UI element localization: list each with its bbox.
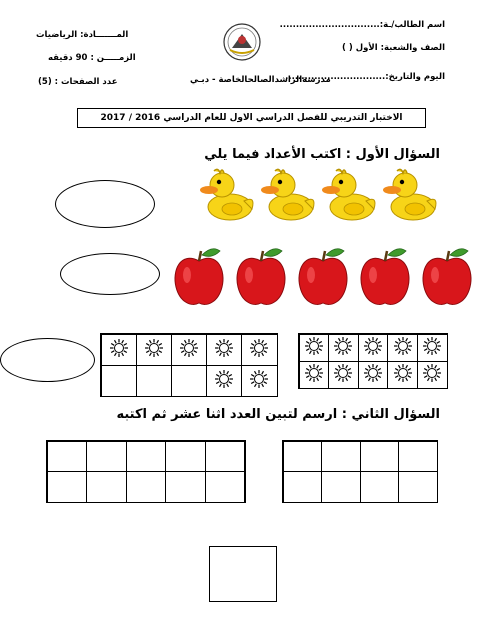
ten-frame-cell	[299, 361, 330, 389]
answer-box-number[interactable]	[209, 546, 277, 602]
pages-line: عدد الصفحات : (5)	[38, 77, 118, 87]
ten-frame-cell	[136, 334, 172, 366]
apple-row	[170, 245, 478, 313]
ten-frame-cell	[358, 361, 389, 389]
sun-icon	[144, 338, 164, 362]
draw-cell[interactable]	[321, 471, 361, 503]
school-name: مدرسةالراشدالصالحالخاصة - دبـي	[190, 75, 331, 85]
ten-frame-cell	[171, 365, 207, 397]
time-line: الزمـــــن : 90 دقيقه	[48, 53, 136, 63]
question2-title: السؤال الثاني : ارسم لتبين العدد اثنا عشر ثم اكتبه	[116, 407, 440, 422]
draw-cell[interactable]	[47, 441, 88, 473]
draw-cell[interactable]	[86, 471, 127, 503]
draw-cell[interactable]	[126, 471, 167, 503]
duck-icon	[383, 165, 439, 227]
duck-icon	[322, 165, 378, 227]
exam-title: الاختبار التدريبي للفصل الدراسي الاول للعام الدراسي 2016 / 2017	[77, 108, 426, 128]
answer-oval-ducks[interactable]	[55, 180, 155, 228]
apple-icon	[170, 245, 228, 313]
draw-cell[interactable]	[205, 471, 246, 503]
ten-frame-cell	[387, 334, 418, 362]
ten-frame-cell	[101, 334, 137, 366]
sun-icon	[363, 363, 383, 387]
school-logo	[212, 22, 272, 66]
ten-frame-left	[100, 333, 278, 397]
draw-cell[interactable]	[283, 441, 323, 473]
sun-icon	[249, 369, 269, 393]
ten-frame-cell	[206, 334, 242, 366]
sun-icon	[333, 363, 353, 387]
sun-icon	[109, 338, 129, 362]
sun-icon	[333, 336, 353, 360]
sun-icon	[363, 336, 383, 360]
sun-icon	[214, 338, 234, 362]
ten-frame-cell	[328, 334, 359, 362]
ten-frame-cell	[417, 361, 448, 389]
draw-cell[interactable]	[165, 441, 206, 473]
ten-frame-cell	[241, 334, 277, 366]
ten-frame-cell	[101, 365, 137, 397]
sun-icon	[422, 363, 442, 387]
draw-cell[interactable]	[321, 441, 361, 473]
draw-cell[interactable]	[398, 441, 438, 473]
draw-cell[interactable]	[398, 471, 438, 503]
sun-icon	[304, 363, 324, 387]
logo-emblem-icon	[212, 22, 272, 66]
draw-cell[interactable]	[360, 471, 400, 503]
duck-row	[200, 165, 455, 225]
draw-cell[interactable]	[86, 441, 127, 473]
student-name-line: اسم الطالب/ـة:...............................	[279, 20, 445, 30]
subject-line: المـــــــادة: الرياضيات	[36, 30, 129, 40]
ten-frame-right	[298, 333, 448, 389]
ten-frame-cell	[417, 334, 448, 362]
draw-cell[interactable]	[205, 441, 246, 473]
ten-frame-cell	[241, 365, 277, 397]
ten-frame-cell	[299, 334, 330, 362]
sun-icon	[393, 363, 413, 387]
ten-frame-cell	[171, 334, 207, 366]
question1-title: السؤال الأول : اكتب الأعداد فيما يلي	[204, 147, 440, 162]
sun-icon	[422, 336, 442, 360]
draw-grid-right[interactable]	[282, 440, 438, 503]
draw-grid-left[interactable]	[46, 440, 246, 503]
draw-cell[interactable]	[126, 441, 167, 473]
sun-icon	[304, 336, 324, 360]
ten-frame-cell	[387, 361, 418, 389]
ten-frame-cell	[358, 334, 389, 362]
answer-oval-apples[interactable]	[60, 253, 160, 295]
ten-frame-cell	[206, 365, 242, 397]
duck-icon	[261, 165, 317, 227]
ten-frame-cell	[328, 361, 359, 389]
apple-icon	[294, 245, 352, 313]
draw-cell[interactable]	[283, 471, 323, 503]
draw-cell[interactable]	[165, 471, 206, 503]
sun-icon	[393, 336, 413, 360]
sun-icon	[249, 338, 269, 362]
apple-icon	[418, 245, 476, 313]
apple-icon	[232, 245, 290, 313]
ten-frame-cell	[136, 365, 172, 397]
day-date-line: اليوم والتاريخ:...............................	[285, 72, 445, 82]
apple-icon	[356, 245, 414, 313]
sun-icon	[214, 369, 234, 393]
class-section-line: الصف والشعبة: الأول ( )	[342, 43, 445, 53]
draw-cell[interactable]	[47, 471, 88, 503]
duck-icon	[200, 165, 256, 227]
answer-oval-frames[interactable]	[0, 338, 95, 382]
sun-icon	[179, 338, 199, 362]
draw-cell[interactable]	[360, 441, 400, 473]
